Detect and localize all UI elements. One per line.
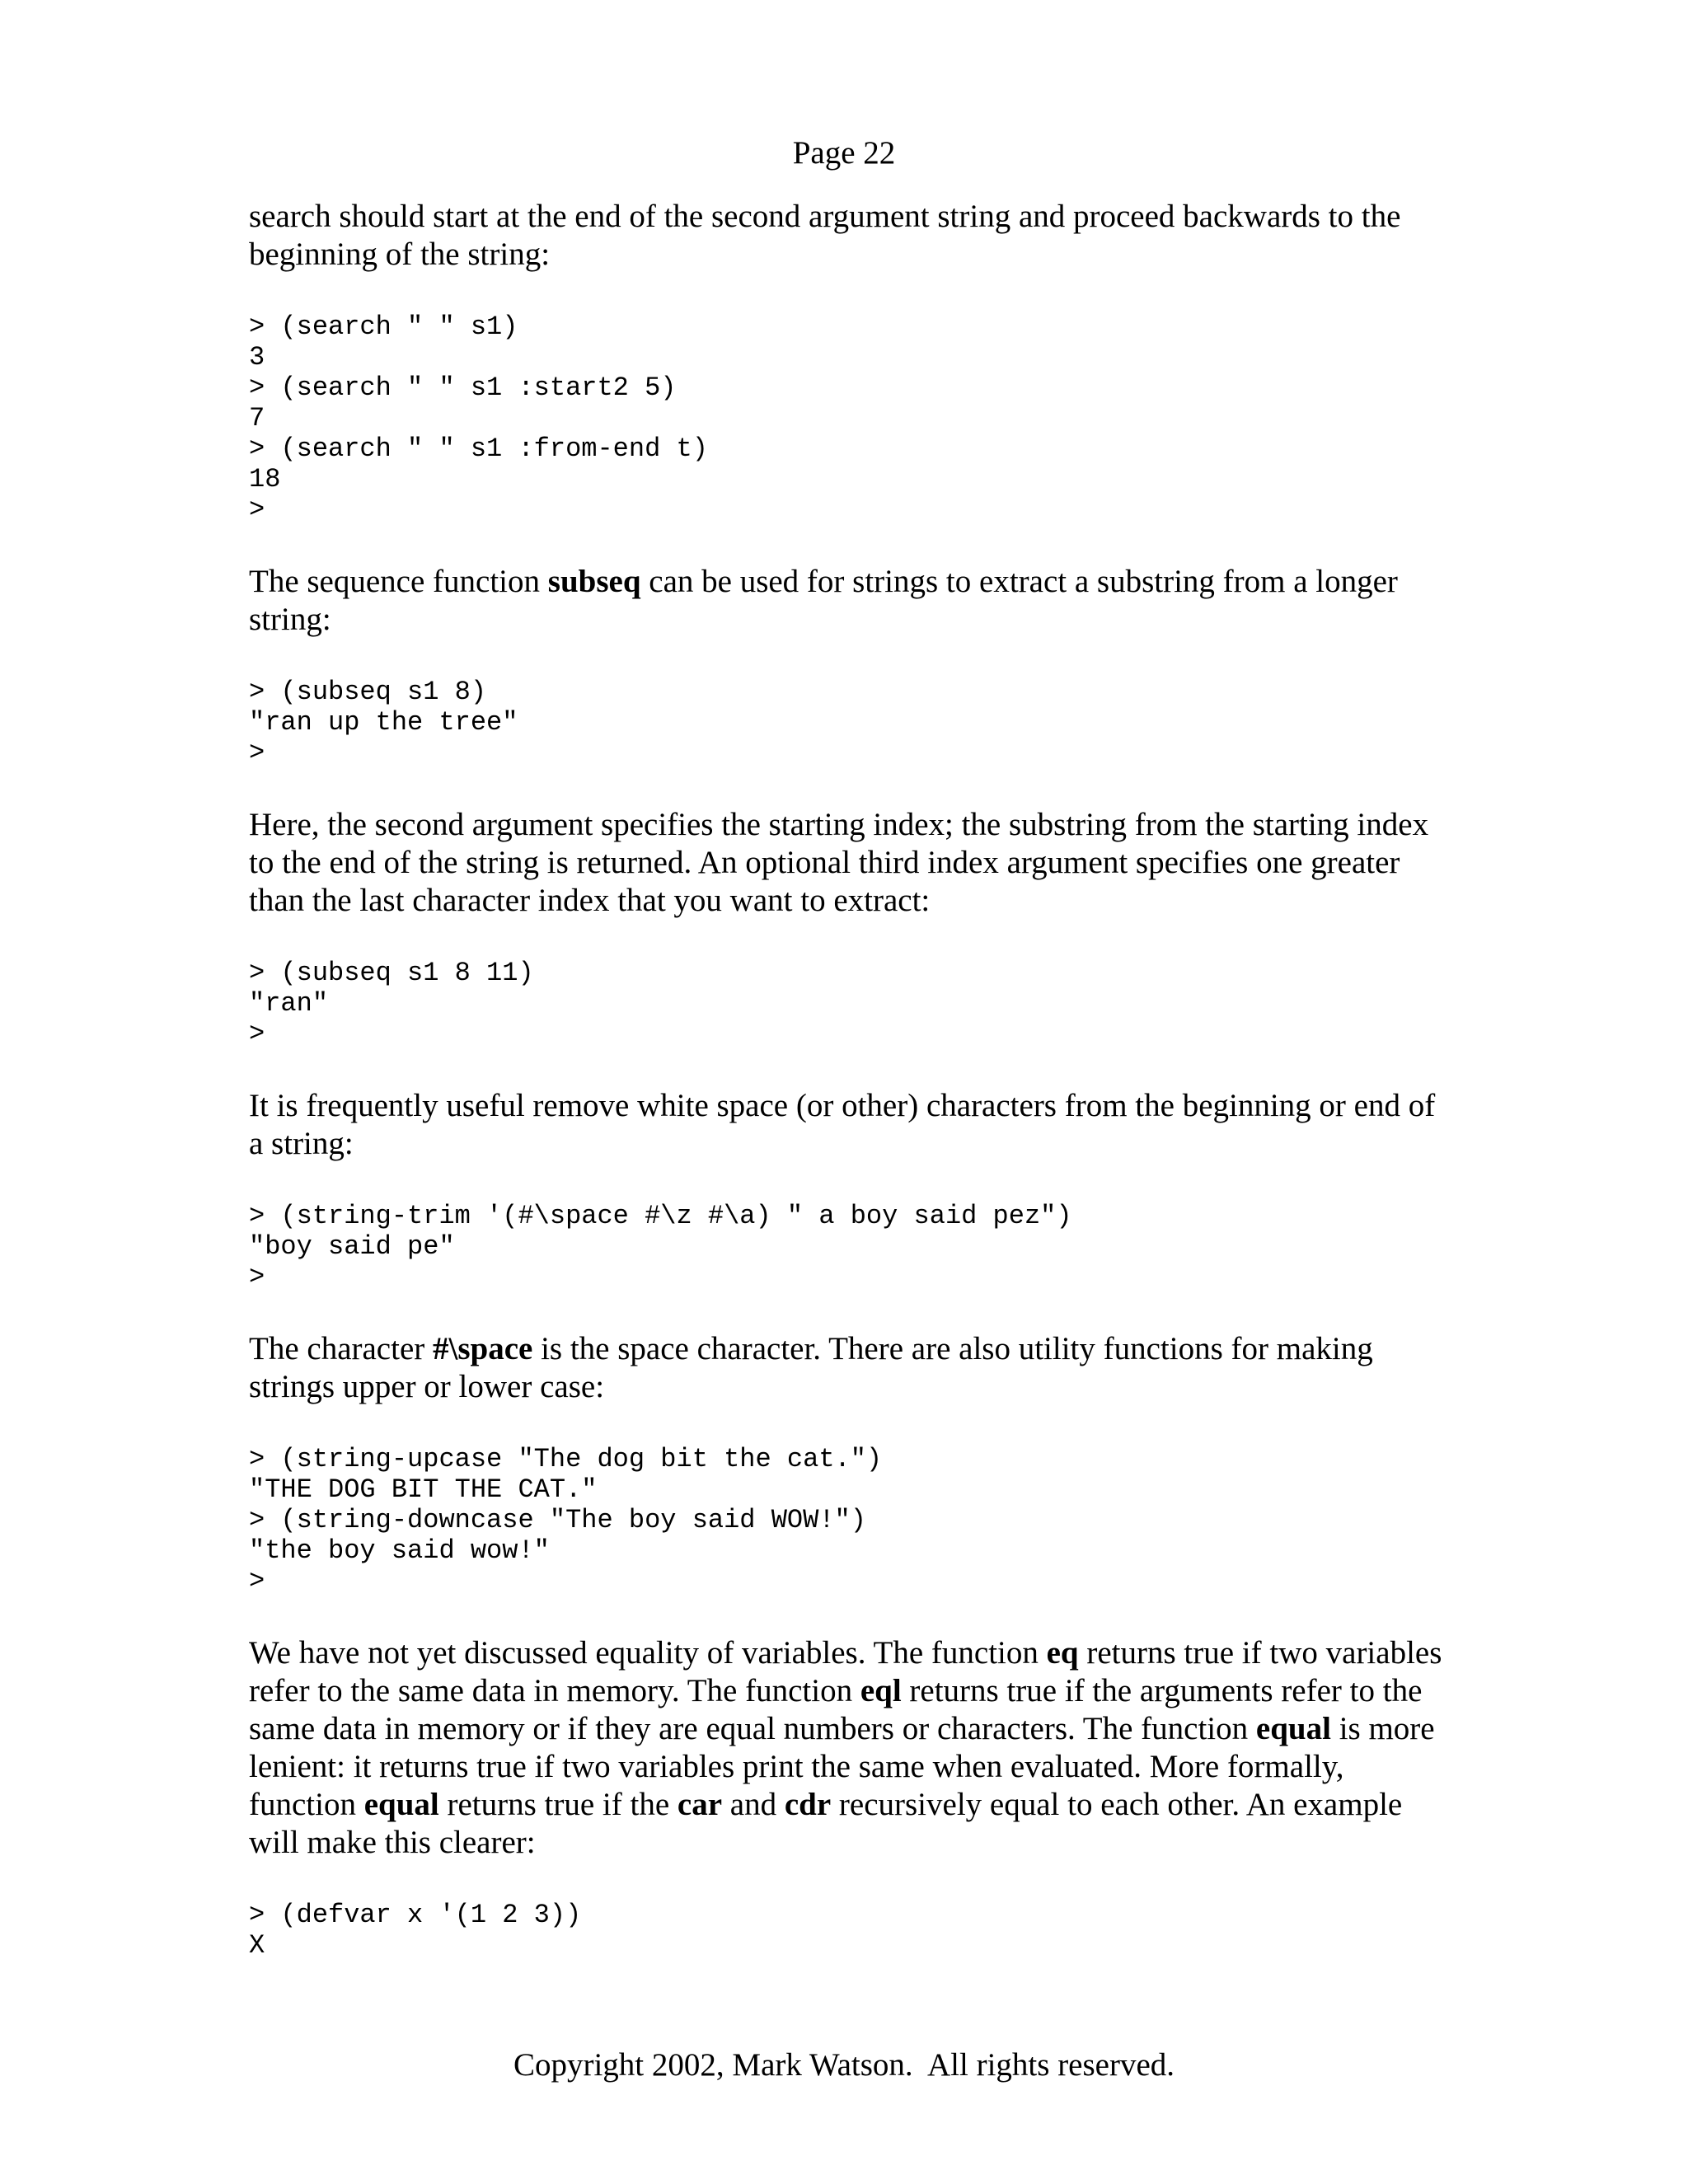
paragraph-subseq-index: Here, the second argument specifies the starting index; the substring from the starting index to the end of the string is returned. An optional third index argument specifies one greater than the last character index that you want to extract: <box>249 807 1429 918</box>
code-line: 3 <box>249 342 265 373</box>
code-line: "ran" <box>249 988 329 1019</box>
code-line: > (string-downcase "The boy said WOW!") <box>249 1505 866 1535</box>
code-line: > (search " " s1 :start2 5) <box>249 373 677 403</box>
copyright-footer: Copyright 2002, Mark Watson. All rights reserved. <box>513 2047 1175 2083</box>
page-number: Page 22 <box>792 135 896 171</box>
code-line: "ran up the tree" <box>249 707 518 738</box>
term-eql: eql <box>860 1673 902 1708</box>
paragraph-space-character: The character #\space is the space character. There are also utility functions for making strings upper or lower case: <box>249 1331 1373 1404</box>
term-subseq: subseq <box>547 564 641 599</box>
code-line: "boy said pe" <box>249 1231 455 1262</box>
code-line: > (search " " s1 :from-end t) <box>249 434 708 464</box>
code-line: > (string-upcase "The dog bit the cat.") <box>249 1444 883 1474</box>
paragraph-string-trim: It is frequently useful remove white space (or other) characters from the beginning or end of a string: <box>249 1088 1436 1161</box>
code-line: X <box>249 1930 265 1961</box>
paragraph-subseq-intro: The sequence function subseq can be used for strings to extract a substring from a longer string: <box>249 564 1398 637</box>
code-block-subseq-range <box>249 958 1452 1049</box>
code-line: > (search " " s1) <box>249 312 518 342</box>
code-block-string-trim <box>249 1201 1452 1292</box>
code-line: > (defvar x '(1 2 3)) <box>249 1900 582 1930</box>
code-line: > <box>249 1262 265 1292</box>
page-content <box>249 198 1452 1961</box>
code-line: > <box>249 1019 265 1049</box>
term-equal: equal <box>1255 1711 1331 1746</box>
code-block-search <box>249 312 1452 525</box>
code-line: > (subseq s1 8 11) <box>249 958 534 988</box>
code-block-defvar <box>249 1900 1452 1961</box>
code-line: 18 <box>249 464 281 494</box>
term-eq: eq <box>1046 1635 1079 1671</box>
code-line: "THE DOG BIT THE CAT." <box>249 1474 598 1505</box>
paragraph-equality: We have not yet discussed equality of variables. The function eq returns true if two variables refer to the same data in memory. The function eql returns true if the arguments refer to the same data in memory or if they are equal numbers or characters. The function equal is more lenient: it returns true if two variables print the same when evaluated. More formally, function equal returns true if the car and cdr recursively equal to each other. An example will make this clearer: <box>249 1635 1442 1860</box>
code-block-case <box>249 1444 1452 1596</box>
term-space-char: #\space <box>433 1331 533 1366</box>
code-line: > (string-trim '(#\space #\z #\a) " a boy said pez") <box>249 1201 1072 1231</box>
code-line: 7 <box>249 403 265 434</box>
term-car: car <box>677 1787 723 1822</box>
term-equal: equal <box>363 1787 439 1822</box>
code-line: > <box>249 494 265 525</box>
term-cdr: cdr <box>784 1787 832 1822</box>
code-line: > <box>249 738 265 768</box>
code-block-subseq <box>249 677 1452 768</box>
code-line: "the boy said wow!" <box>249 1535 550 1566</box>
code-line: > (subseq s1 8) <box>249 677 487 707</box>
paragraph-search-from-end: search should start at the end of the second argument string and proceed backwards to the beginning of the string: <box>249 199 1401 272</box>
code-line: > <box>249 1566 265 1596</box>
